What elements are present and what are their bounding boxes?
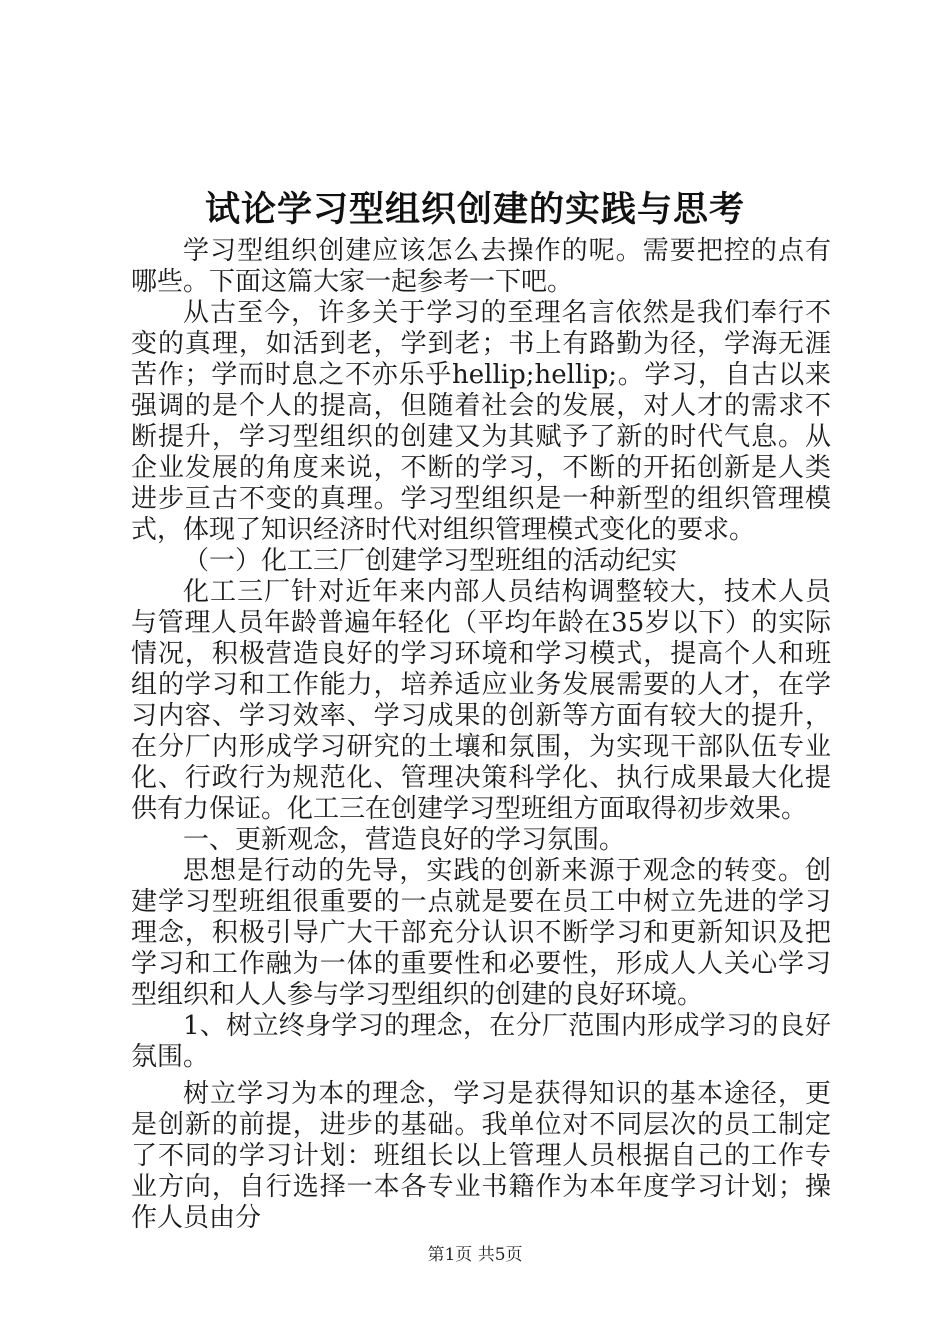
intro-paragraph: 学习型组织创建应该怎么去操作的呢。需要把控的点有哪些。下面这篇大家一起参考一下吧。 <box>131 236 831 297</box>
section-heading: 一、更新观念，营造良好的学习氛围。 <box>183 825 626 855</box>
subsection-heading: 1、树立终身学习的理念，在分厂范围内形成学习的良好氛围。 <box>131 1011 831 1072</box>
page-footer: 第1页 共5页 <box>427 1245 523 1265</box>
body-paragraph: 树立学习为本的理念，学习是获得知识的基本途径，更是创新的前提，进步的基础。我单位对不同层次的员工制定了不同的学习计划：班组长以上管理人员根据自己的工作专业方向，自行选择一本各专业书籍作为本年度学习计划；操作人员由分 <box>131 1079 831 1233</box>
body-paragraph: 化工三厂针对近年来内部人员结构调整较大，技术人员与管理人员年龄普遍年轻化（平均年龄在35岁以下）的实际情况，积极营造良好的学习环境和学习模式，提高个人和班组的学习和工作能力，培养适应业务发展需要的人才，在学习内容、学习效率、学习成果的创新等方面有较大的提升，在分厂内形成学习研究的土壤和氛围，为实现干部队伍专业化、行政行为规范化、管理决策科学化、执行成果最大化提供有力保证。化工三在创建学习型班组方面取得初步效果。 <box>131 577 831 824</box>
document-title: 试论学习型组织创建的实践与思考 <box>204 189 745 230</box>
body-paragraph: 从古至今，许多关于学习的至理名言依然是我们奉行不变的真理，如活到老，学到老；书上有路勤为径，学海无涯苦作；学而时息之不亦乐乎hellip;hellip;。学习，自古以来强调的是个人的提高，但随着社会的发展，对人才的需求不断提升，学习型组织的创建又为其赋予了新的时代气息。从企业发展的角度来说，不断的学习，不断的开拓创新是人类进步亘古不变的真理。学习型组织是一种新型的组织管理模式，体现了知识经济时代对组织管理模式变化的要求。 <box>131 298 831 545</box>
section-heading: （一）化工三厂创建学习型班组的活动纪实 <box>183 546 678 576</box>
document-body <box>131 236 831 1234</box>
body-paragraph: 思想是行动的先导，实践的创新来源于观念的转变。创建学习型班组很重要的一点就是要在员工中树立先进的学习理念，积极引导广大干部充分认识不断学习和更新知识及把学习和工作融为一体的重要性和必要性，形成人人关心学习型组织和人人参与学习型组织的创建的良好环境。 <box>131 856 831 1010</box>
